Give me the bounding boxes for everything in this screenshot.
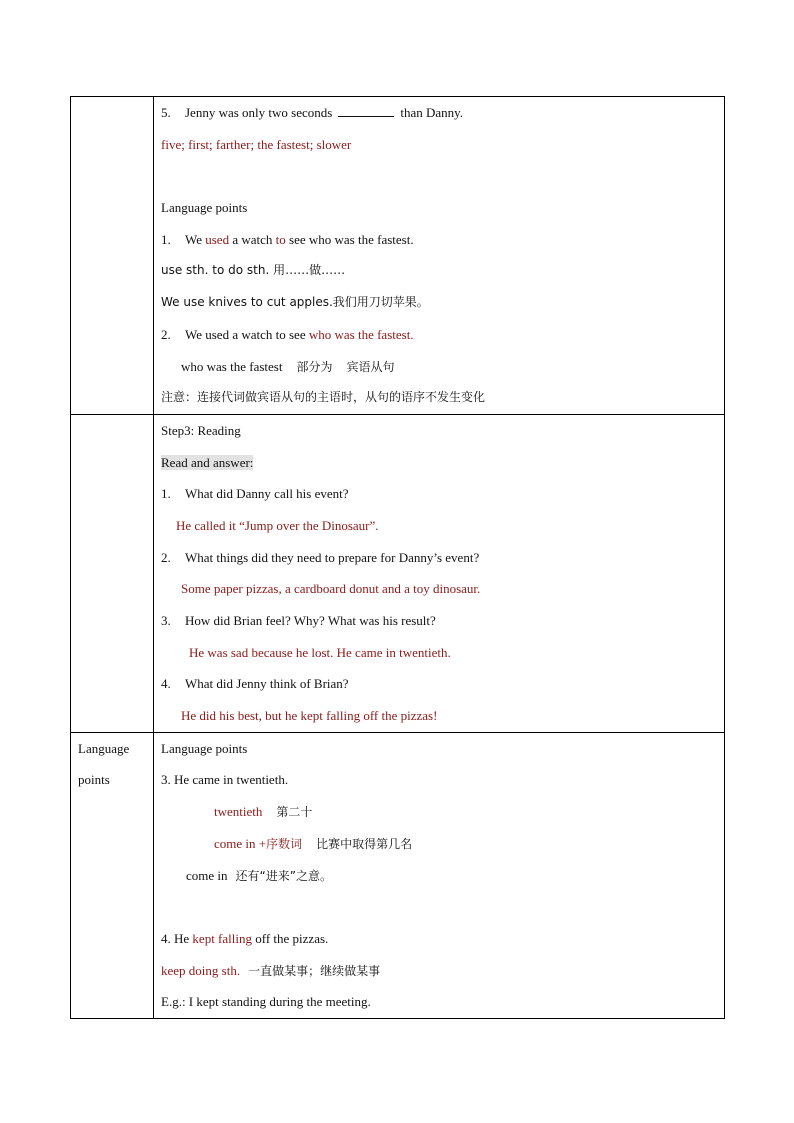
comein-meaning-line [154, 860, 724, 892]
reading-answer-2: Some paper pizzas, a cardboard donut and a toy dinosaur. [181, 581, 481, 597]
text: 一直做某事；继续做某事 [248, 963, 381, 978]
word-options: five; first; farther; the fastest; slower [161, 136, 352, 152]
text: 部分为 [296, 359, 333, 374]
text: kept falling [192, 930, 252, 946]
text: What did Jenny think of Brian? [185, 676, 349, 692]
point-3: 3. He came in twentieth. [161, 772, 289, 788]
question-number: 5. [161, 105, 171, 120]
keep-doing-line [154, 955, 724, 987]
comein-line [154, 828, 724, 860]
reading-question-2 [154, 542, 724, 574]
reading-answer-1: He called it “Jump over the Dinosaur”. [176, 517, 379, 533]
text: What did Danny call his event? [185, 486, 349, 502]
text: 2. [161, 549, 171, 565]
text: 3. [161, 613, 171, 628]
right-cell-practice [154, 97, 725, 415]
text: come in [186, 867, 228, 883]
question-5 [154, 97, 724, 129]
text: keep doing sth. [161, 962, 241, 978]
step-title: Step3: Reading [161, 422, 241, 438]
language-points-title: Language points [161, 200, 248, 216]
text: 1. [161, 486, 171, 502]
example-line: E.g.: I kept standing during the meeting. [161, 994, 371, 1010]
table-row [71, 732, 725, 1018]
attention-note: 注意：连接代词做宾语从句的主语时，从句的语序不发生变化 [161, 390, 486, 405]
right-cell-language-points [154, 732, 725, 1018]
point-2-note [154, 351, 724, 383]
text: 比赛中取得第几名 [316, 836, 413, 851]
text: come in + [214, 835, 267, 851]
text: 4. [161, 676, 171, 692]
left-cell-empty [71, 97, 154, 415]
point-4 [154, 923, 724, 955]
text: 第二十 [276, 805, 313, 820]
text: How did Brian feel? Why? What was his result? [185, 613, 436, 628]
text: see who was the fastest. [285, 231, 414, 247]
reading-answer-3: He was sad because he lost. He came in twentieth. [189, 644, 451, 660]
text: twentieth [214, 804, 263, 820]
reading-question-4 [154, 668, 724, 700]
empty-line [154, 160, 724, 192]
left-label-line-1: Language [78, 740, 130, 756]
empty-line [154, 891, 724, 923]
read-answer-line [154, 447, 724, 479]
text: 宾语从句 [346, 359, 395, 374]
use-example: We use knives to cut apples.我们用刀切苹果。 [161, 295, 429, 310]
read-answer-label: Read and answer: [161, 454, 254, 470]
twentieth-line [154, 796, 724, 828]
language-points-title: Language points [161, 740, 248, 756]
text: who was the fastest [181, 358, 283, 374]
fill-blank [338, 104, 394, 117]
point-1 [154, 224, 724, 256]
question-text-end: than Danny. [400, 105, 464, 120]
left-cell-empty [71, 414, 154, 732]
lesson-table [70, 96, 725, 1019]
reading-question-1 [154, 478, 724, 510]
text: 还有“进来”之意。 [235, 868, 332, 883]
text: We used a watch to see [185, 326, 309, 342]
text: We [185, 231, 206, 247]
question-text: Jenny was only two seconds [185, 105, 333, 120]
point-number: 1. [161, 231, 171, 247]
highlight-clause: who was the fastest. [308, 326, 414, 342]
table-row [71, 414, 725, 732]
text: 4. He [161, 930, 193, 946]
reading-answer-4: He did his best, but he kept falling off the pizzas! [181, 708, 438, 724]
use-rule: use sth. to do sth. 用……做…… [161, 263, 346, 278]
table-row [71, 97, 725, 415]
highlight-used: used [205, 231, 230, 247]
point-2 [154, 319, 724, 351]
point-number: 2. [161, 326, 171, 342]
text: a watch [229, 231, 276, 247]
text: What things did they need to prepare for Danny’s event? [185, 549, 480, 565]
text: off the pizzas. [252, 930, 329, 946]
reading-question-3 [154, 605, 724, 637]
left-label-line-2: points [78, 772, 110, 788]
text: 序数词 [266, 836, 303, 851]
right-cell-reading [154, 414, 725, 732]
left-cell-language-points [71, 732, 154, 1018]
highlight-to: to [275, 231, 286, 247]
